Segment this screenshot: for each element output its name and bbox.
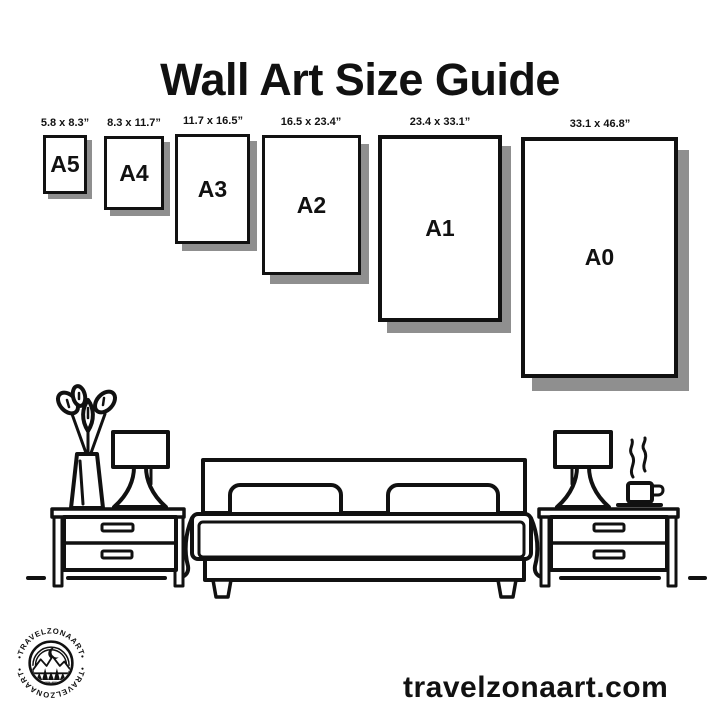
- drawer-handle: [594, 551, 624, 558]
- leaf-right: [91, 388, 119, 417]
- nightstand-right: [539, 509, 678, 586]
- bed-leg-left: [213, 580, 231, 597]
- travelzonaart-logo: [14, 621, 88, 705]
- nightstand-leg: [541, 512, 549, 586]
- bedroom-illustration: [0, 380, 720, 605]
- frame-a5: [43, 135, 87, 194]
- lamp-shade: [555, 432, 611, 467]
- coffee-cup: [618, 438, 663, 505]
- frame-a5-label: A5: [50, 151, 80, 177]
- frame-a3-label: A3: [197, 175, 228, 202]
- lamp-base: [114, 467, 166, 507]
- frame-a2-label: A2: [296, 191, 327, 218]
- frame-a5-dimensions: 5.8 x 8.3”: [40, 117, 90, 129]
- frame-a3-dimensions: 11.7 x 16.5”: [183, 115, 243, 127]
- nightstand-leg: [54, 512, 62, 586]
- frame-a0-label: A0: [584, 244, 615, 270]
- nightstand-left: [52, 509, 184, 586]
- frame-a2: [262, 135, 361, 275]
- frame-a4-dimensions: 8.3 x 11.7”: [107, 117, 161, 129]
- lamp-shade: [113, 432, 168, 467]
- frame-a2-dimensions: 16.5 x 23.4”: [280, 116, 342, 128]
- frame-a1-label: A1: [425, 215, 455, 241]
- bed: [181, 460, 542, 597]
- frame-a3: [175, 134, 250, 244]
- frame-a0: [521, 137, 678, 378]
- vase-with-plant: [54, 385, 119, 508]
- logo-ring-text-top: •TRAVELZONAART•: [14, 626, 88, 660]
- drawer-handle: [102, 551, 132, 558]
- vase: [71, 454, 103, 508]
- nightstand-leg: [668, 512, 676, 586]
- frame-a4-label: A4: [119, 159, 149, 186]
- cup-body: [628, 483, 652, 502]
- website-url: travelzonaart.com: [403, 671, 669, 704]
- logo-ring-text-bottom: •TRAVELZONAART•: [14, 666, 88, 700]
- drawer-handle: [102, 524, 133, 531]
- drawer-handle: [594, 524, 624, 531]
- bed-base: [205, 559, 524, 580]
- lamp-base: [557, 467, 609, 507]
- steam: [631, 440, 634, 477]
- steam: [643, 438, 646, 471]
- bed-leg-right: [498, 580, 516, 597]
- frame-a4: [104, 136, 164, 210]
- frame-a1: [378, 135, 502, 322]
- table-lamp-right: [555, 432, 611, 507]
- frame-a1-dimensions: 23.4 x 33.1”: [409, 116, 471, 128]
- page-title: Wall Art Size Guide: [160, 54, 560, 106]
- frame-a0-dimensions: 33.1 x 46.8”: [569, 118, 631, 130]
- table-lamp-left: [113, 432, 168, 507]
